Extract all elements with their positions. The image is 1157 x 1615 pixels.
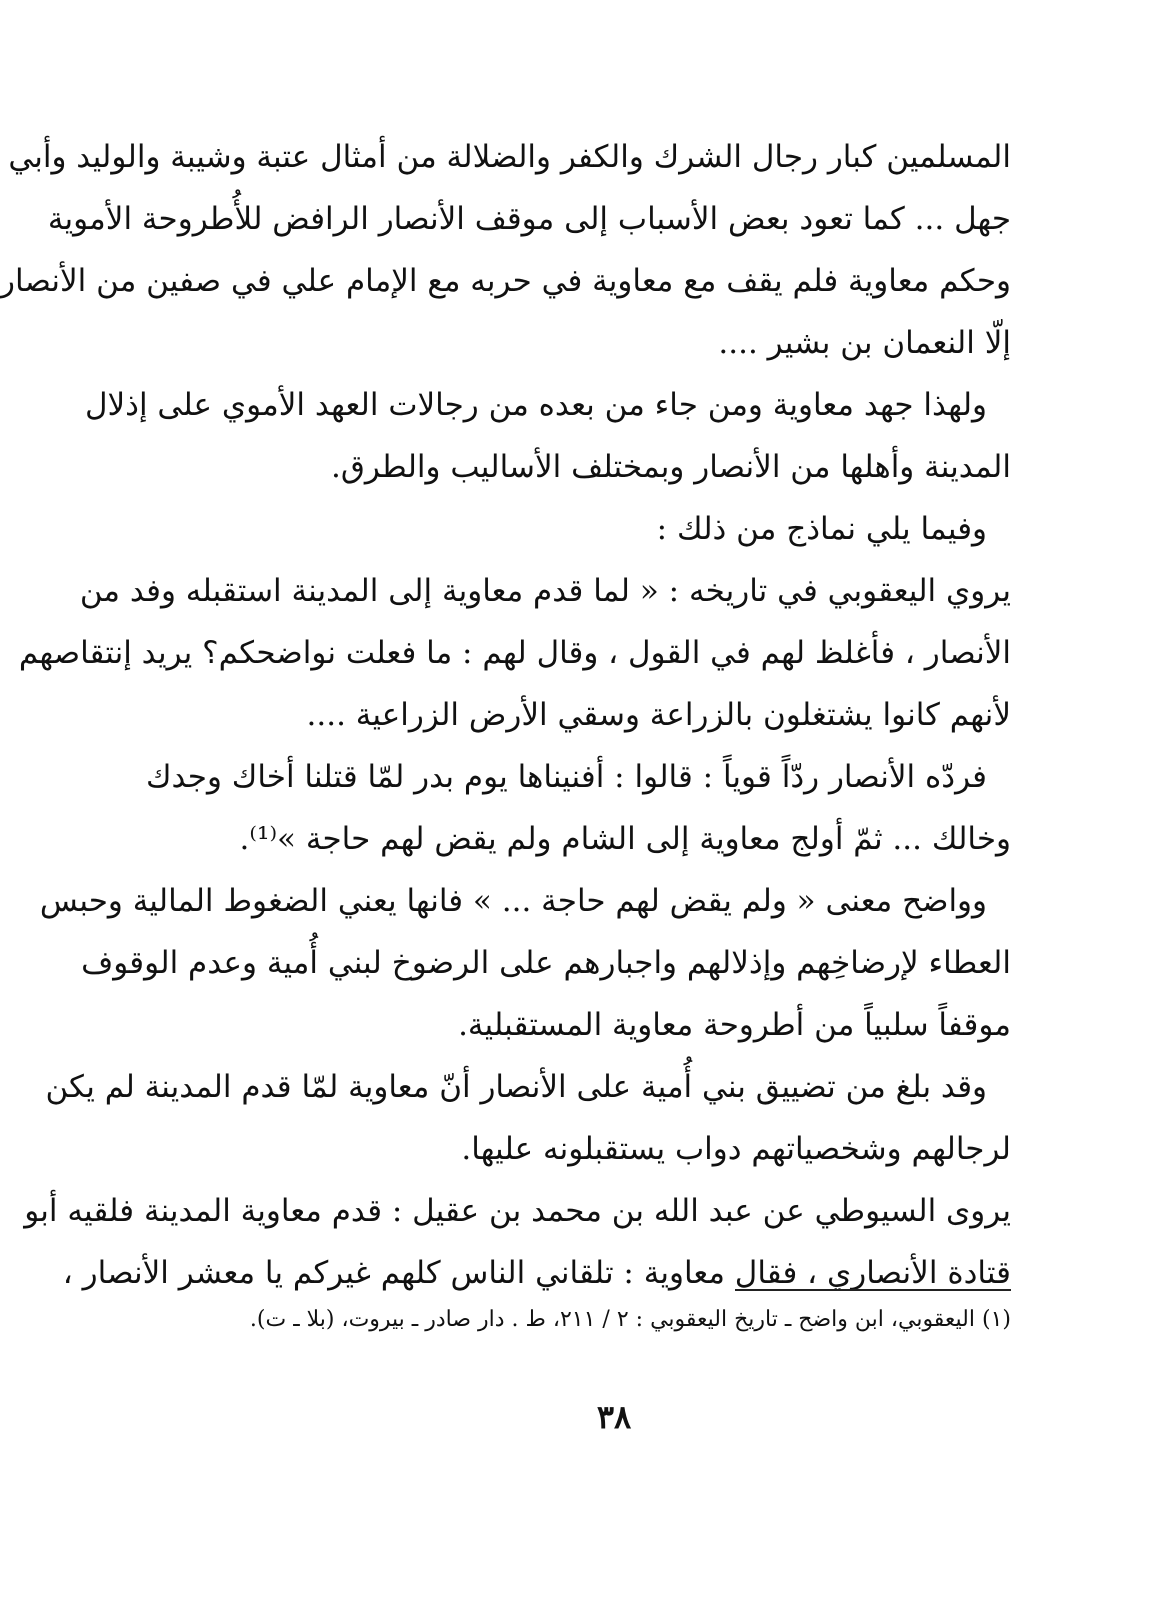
text-line: وحكم معاوية فلم يقف مع معاوية في حربه مع الإمام علي في صفين من الأنصار (0, 263, 1011, 299)
text-line: وقد بلغ من تضييق بني أُمية على الأنصار أنّ معاوية لمّا قدم المدينة لم يكن (45, 1069, 987, 1105)
main-text (0, 126, 1011, 1304)
text-line: وخالك ... ثمّ أولج معاوية إلى الشام ولم يقض لهم حاجة »⁽¹⁾. (239, 821, 1011, 857)
paragraph-3 (175, 498, 1011, 560)
footnote-divider (735, 1289, 1011, 1291)
text-line: فردّه الأنصار ردّاً قوياً : قالوا : أفنيناها يوم بدر لمّا قتلنا أخاك وجدك (145, 759, 987, 795)
page-number: ٣٨ (596, 1398, 632, 1436)
text-line: الأنصار ، فأغلظ لهم في القول ، وقال لهم : ما فعلت نواضحكم؟ يريد إنتقاصهم (18, 635, 1011, 671)
text-line: يروي اليعقوبي في تاريخه : « لما قدم معاوية إلى المدينة استقبله وفد من (79, 573, 1011, 609)
text-line: ولهذا جهد معاوية ومن جاء من بعده من رجالات العهد الأموي على إذلال (84, 387, 987, 423)
paragraph-5 (145, 746, 1011, 870)
text-line: جهل ... كما تعود بعض الأسباب إلى موقف الأنصار الرافض للأُطروحة الأموية (47, 201, 1011, 237)
paragraph-1 (0, 126, 1011, 374)
footnote: (١) اليعقوبي، ابن واضح ـ تاريخ اليعقوبي : ٢ / ٢١١، ط . دار صادر ـ بيروت، (بلا ـ ت). (249, 1307, 1011, 1332)
text-line: قتادة الأنصاري ، فقال معاوية : تلقاني الناس كلهم غيركم يا معشر الأنصار ، (62, 1255, 1011, 1291)
paragraph-7 (45, 1056, 1011, 1180)
text-line: المدينة وأهلها من الأنصار وبمختلف الأساليب والطرق. (331, 449, 1011, 485)
paragraph-8 (24, 1180, 1011, 1304)
text-line: العطاء لإرضاخِهم وإذلالهم واجبارهم على الرضوخ لبني أُمية وعدم الوقوف (81, 945, 1011, 981)
paragraph-2 (84, 374, 1011, 498)
text-line: وفيما يلي نماذج من ذلك : (656, 511, 987, 547)
text-line: موقفاً سلبياً من أطروحة معاوية المستقبلية. (458, 1007, 1011, 1043)
text-line: لرجالهم وشخصياتهم دواب يستقبلونه عليها. (461, 1131, 1011, 1167)
text-line: لأنهم كانوا يشتغلون بالزراعة وسقي الأرض الزراعية .... (306, 697, 1011, 733)
paragraph-6 (39, 870, 1011, 1056)
text-line: وواضح معنى « ولم يقض لهم حاجة ... » فانها يعني الضغوط المالية وحبس (39, 883, 987, 919)
text-line: المسلمين كبار رجال الشرك والكفر والضلالة من أمثال عتبة وشيبة والوليد وأبي (8, 139, 1011, 175)
text-line: إلّا النعمان بن بشير .... (718, 325, 1011, 361)
page-body (0, 126, 1011, 1332)
paragraph-4 (18, 560, 1011, 746)
text-line: يروى السيوطي عن عبد الله بن محمد بن عقيل : قدم معاوية المدينة فلقيه أبو (24, 1193, 1011, 1229)
